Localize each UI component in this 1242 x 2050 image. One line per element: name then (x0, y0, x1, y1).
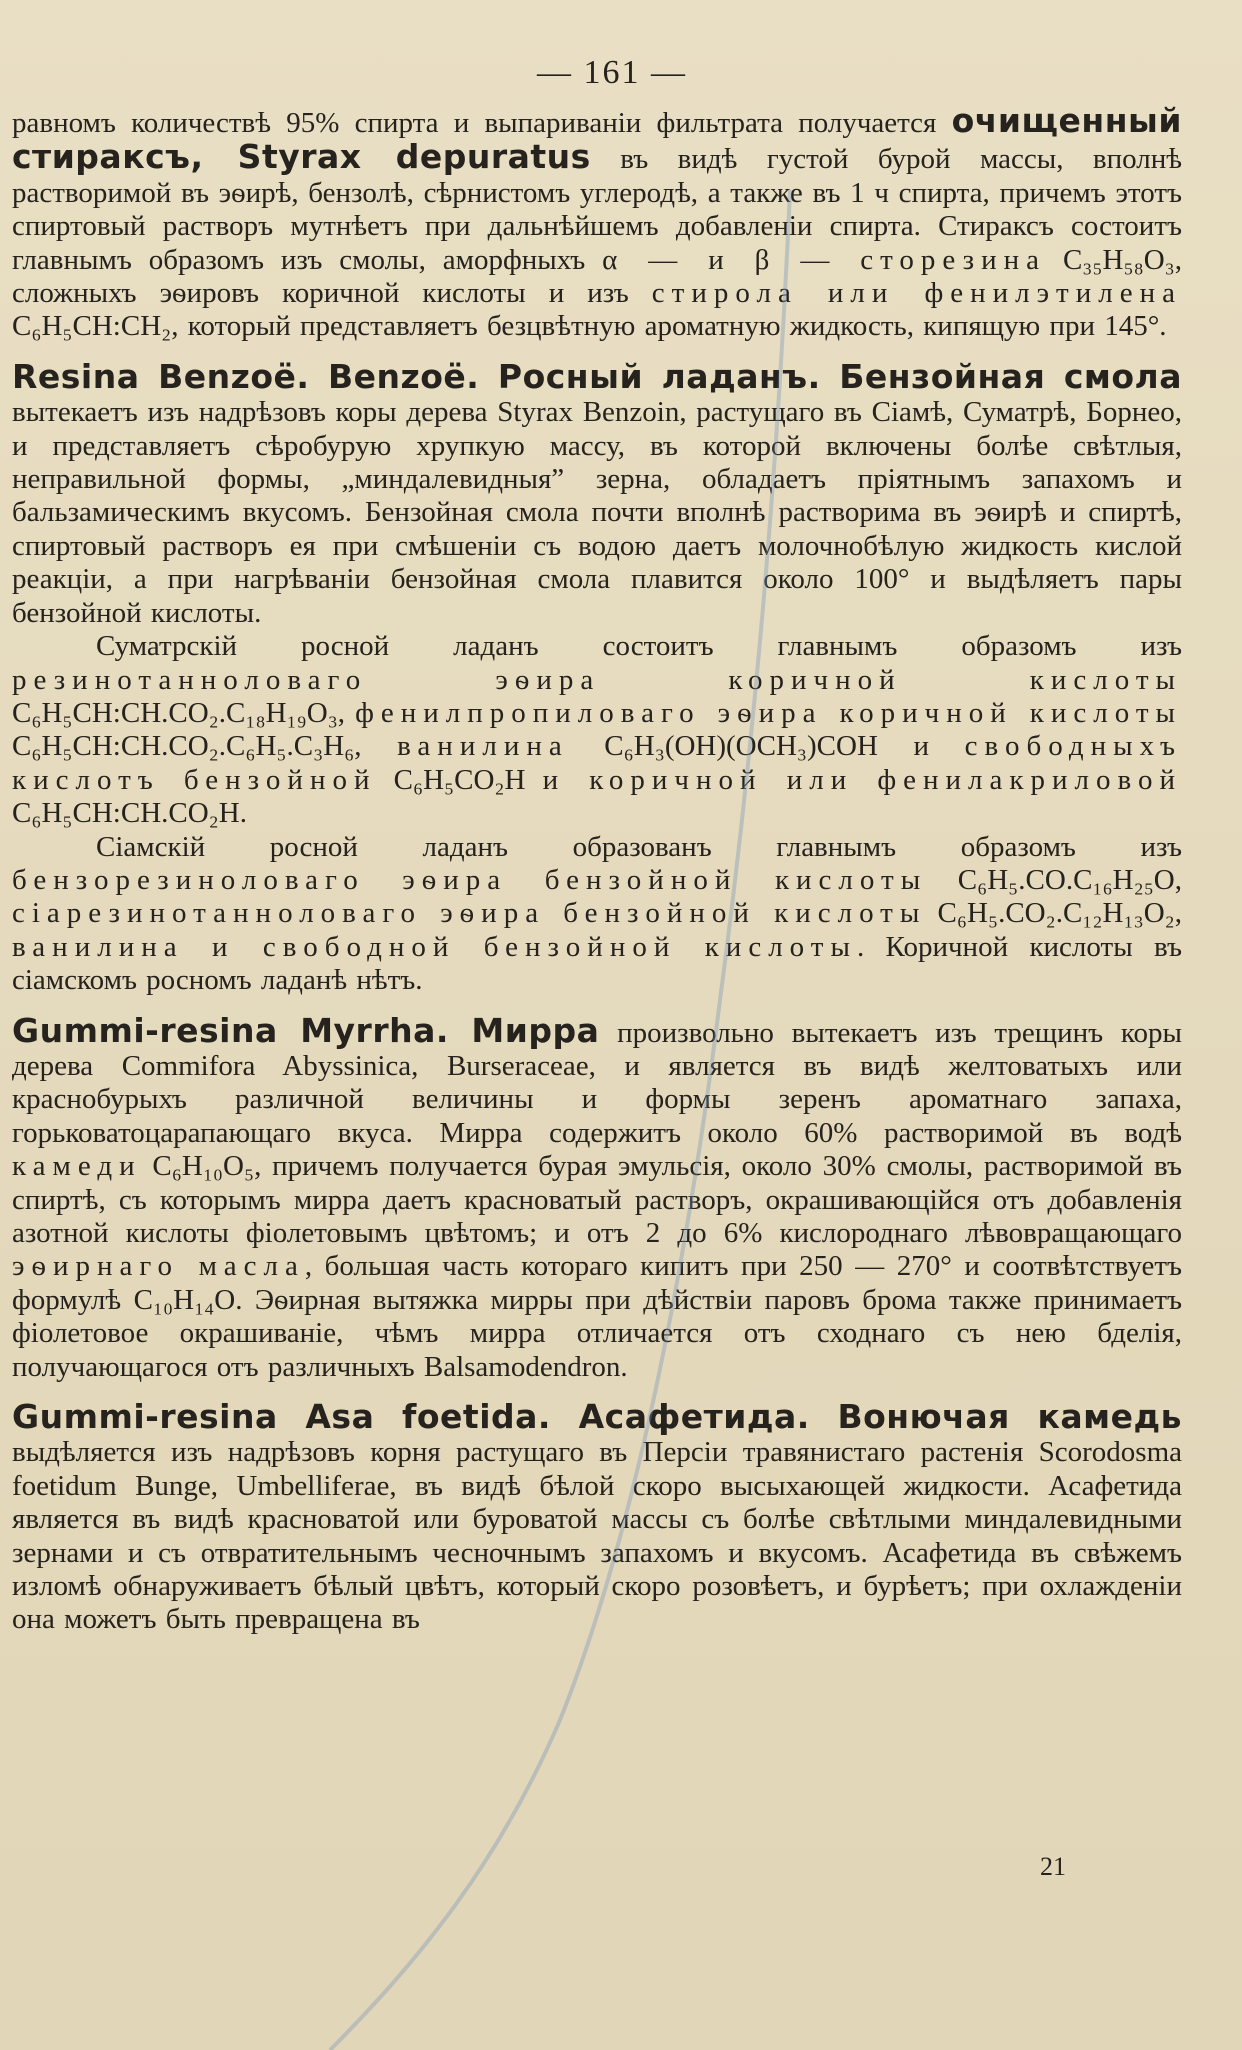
paragraph-siam (12, 831, 1182, 998)
spaced-term: ванилина (397, 730, 569, 763)
text-run: выдѣляется изъ надрѣзовъ корня растущаго въ Персіи травянистаго растенія Scorodosma foetidum Bunge, Umbelliferae, въ видѣ бѣлой скоро высыхающей жидкости. Асафетида является въ видѣ красноватой или буроватой массы съ болѣе свѣтлыми миндалевидными зернами и съ отвратительнымъ чесночнымъ запахомъ и вкусомъ. Асафетида въ свѣжемъ изломѣ обнаруживаетъ бѣлый цвѣтъ, который скоро розовѣетъ, и бурѣетъ; при охлажденіи она можетъ быть превращена въ (12, 1436, 1182, 1636)
spaced-term: стирола или фенилэтилена (651, 277, 1182, 310)
term-styrax-depuratus: очищенный стираксъ, Styrax depuratus (12, 101, 1182, 177)
text-run: C₆H₅CH:CH₂, который представляетъ безцвѣтную ароматную жидкость, кипящую при 145°. (12, 310, 1167, 343)
text-run: C₆H₅.CO₂.C₁₂H₁₃O₂, (926, 897, 1182, 930)
heading-gummi-resina-myrrha: Gummi-resina Myrrha. Мирра (12, 1010, 600, 1050)
text-run: равномъ количествѣ 95% спирта и выпариваніи фильтрата получается (12, 107, 952, 139)
spaced-term: сіарезинотанноловаго эѳира бензойной кислоты (12, 897, 927, 930)
spaced-term: эѳирнаго масла (12, 1250, 305, 1283)
text-run: C₆H₃(OH)(OCH₃)COH и (568, 730, 965, 763)
paragraph-styrax (12, 101, 1182, 344)
text-run: въ видѣ густой бурой массы, вполнѣ растворимой въ эѳирѣ, бензолѣ, сѣрнистомъ углеродѣ, а также въ 1 ч спирта, причемъ этотъ спиртовый растворъ мутнѣетъ при дальнѣйшемъ добавленіи спирта. Стираксъ состоитъ главнымъ образомъ изъ смолы, аморфныхъ (12, 143, 1182, 276)
heading-resina-benzoe: Resina Benzoë. Benzoë. Росный ладанъ. Бензойная смола (12, 356, 1182, 396)
text-run: произвольно вытекаетъ изъ трещинъ коры дерева Commifora Abyssinica, Burseraceae, и является въ видѣ желтоватыхъ или краснобурыхъ различной величины и формы зеренъ ароматнаго запаха, горьковатоцарапающаго вкуса. Мирра содержитъ около 60% растворимой въ водѣ (12, 1016, 1182, 1149)
spaced-term: бензорезиноловаго эѳира бензойной кислоты (12, 863, 928, 896)
text-run: Сіамскій росной ладанъ образованъ главнымъ образомъ изъ (96, 830, 1182, 863)
spaced-term: и коричной или фенилакриловой (542, 763, 1182, 796)
text-run: , большая часть котораго кипитъ при 250 — 270° и соотвѣтствуетъ формулѣ C₁₀H₁₄O. Эѳирная вытяжка мирры при дѣйствіи паровъ брома также принимаетъ фіолетовое окрашиваніе, чѣмъ мирра отличается отъ сходнаго съ нею бделія, получающагося отъ различныхъ Balsamodendron. (12, 1250, 1182, 1383)
heading-gummi-resina-asa-foetida: Gummi-resina Asa foetida. Асафетида. Вонючая камедь (12, 1397, 1182, 1437)
signature-mark: 21 (1040, 1852, 1066, 1881)
page-number: — 161 — (537, 54, 687, 91)
spaced-term: свободныхъ кислотъ бензойной (12, 730, 1183, 796)
text-run: C₆H₅CH:CH.CO₂.C₆H₅.C₃H₆, (12, 730, 398, 763)
paragraph-sumatra (12, 630, 1182, 830)
spaced-term: резинотанноловаго эѳира коричной кислоты (12, 663, 1182, 696)
text-run: C₆H₅CH:CH.CO₂H. (12, 797, 247, 830)
paragraph-myrrha (12, 1010, 1182, 1384)
paragraph-asa-foetida (12, 1397, 1182, 1637)
paragraph-benzoe (12, 356, 1182, 630)
text-run: C₆H₅.CO.C₁₆H₂₅O, (927, 863, 1182, 896)
spaced-term: α — и β — сторезина (602, 243, 1047, 276)
spaced-term: ванилина и свободной бензойной кислоты (12, 930, 857, 963)
text-run: C₃₅H₅₈O₃, сложныхъ эѳировъ коричной кислоты и изъ (12, 243, 1182, 310)
text-run: C₆H₅CO₂H (376, 763, 543, 796)
text-run: C₆H₁₀O₅, причемъ получается бурая эмульсія, около 30% смолы, растворимой въ спиртѣ, съ которымъ мирра даетъ красноватый растворъ, окрашивающійся отъ добавленія азотной кислоты фіолетовымъ цвѣтомъ; и отъ 2 до 6% кислороднаго лѣвовращающаго (12, 1150, 1182, 1249)
text-run: C₆H₅CH:CH.CO₂.C₁₈H₁₉O₃, (12, 696, 356, 729)
spaced-term: камеди (12, 1150, 142, 1183)
text-run: вытекаетъ изъ надрѣзовъ коры дерева Styrax Benzoin, растущаго въ Сіамѣ, Суматрѣ, Борнео, и представляетъ сѣробурую хрупкую массу, въ которой включены болѣе свѣтлыя, неправильной формы, „миндалевидныя” зерна, обладаетъ пріятнымъ запахомъ и бальзамическимъ вкусомъ. Бензойная смола почти вполнѣ растворима въ эѳирѣ и спиртѣ, спиртовый растворъ ея при смѣшеніи съ водою даетъ молочнобѣлую жидкость кислой реакціи, а при нагрѣваніи бензойная смола плавится около 100° и выдѣляетъ пары бензойной кислоты. (12, 396, 1182, 629)
spaced-term: фенилпропиловаго эѳира коричной кислоты (355, 696, 1182, 729)
text-run: . Коричной кислоты въ сіамскомъ росномъ ладанѣ нѣтъ. (12, 930, 1182, 997)
text-run: Суматрскій росной ладанъ состоитъ главнымъ образомъ изъ (96, 630, 1182, 663)
